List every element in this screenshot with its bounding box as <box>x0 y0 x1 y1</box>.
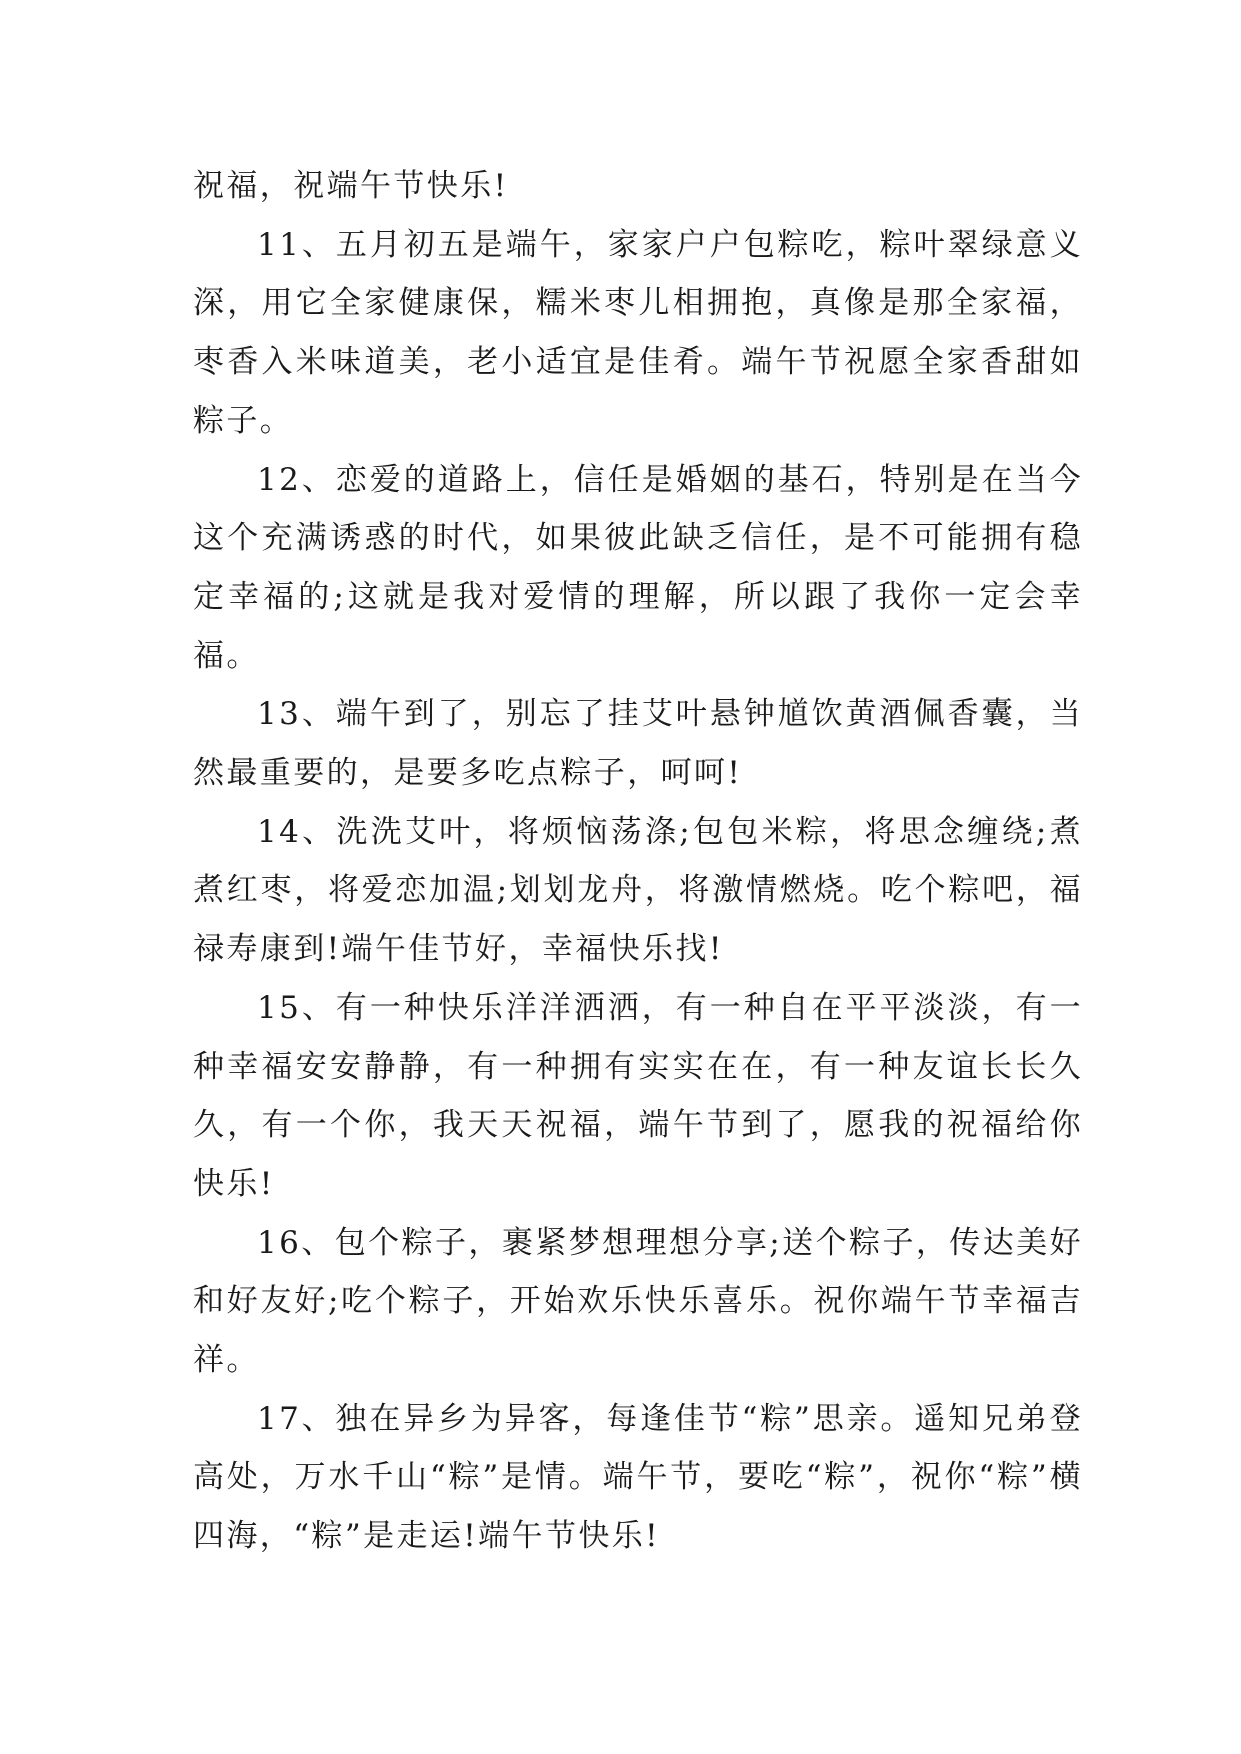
paragraph-13: 13、端午到了，别忘了挂艾叶悬钟馗饮黄酒佩香囊，当然最重要的，是要多吃点粽子，呵呵! <box>193 696 1083 792</box>
document-body <box>193 157 1083 1566</box>
paragraph-15: 15、有一种快乐洋洋洒洒，有一种自在平平淡淡，有一种幸福安安静静，有一种拥有实实在在，有一种友谊长长久久，有一个你，我天天祝福，端午节到了，愿我的祝福给你快乐! <box>193 989 1083 1202</box>
paragraph-16: 16、包个粽子，裹紧梦想理想分享;送个粽子，传达美好和好友好;吃个粽子，开始欢乐快乐喜乐。祝你端午节幸福吉祥。 <box>193 1224 1083 1379</box>
paragraph-11: 11、五月初五是端午，家家户户包粽吃，粽叶翠绿意义深，用它全家健康保，糯米枣儿相拥抱，真像是那全家福，枣香入米味道美，老小适宜是佳肴。端午节祝愿全家香甜如粽子。 <box>193 226 1083 439</box>
paragraph-continuation: 祝福，祝端午节快乐! <box>193 168 509 204</box>
paragraph-12: 12、恋爱的道路上，信任是婚姻的基石，特别是在当今这个充满诱惑的时代，如果彼此缺乏信任，是不可能拥有稳定幸福的;这就是我对爱情的理解，所以跟了我你一定会幸福。 <box>193 461 1083 674</box>
paragraph-14: 14、洗洗艾叶，将烦恼荡涤;包包米粽，将思念缠绕;煮煮红枣，将爱恋加温;划划龙舟，将激情燃烧。吃个粽吧，福禄寿康到!端午佳节好，幸福快乐找! <box>193 813 1083 968</box>
paragraph-17: 17、独在异乡为异客，每逢佳节“粽”思亲。遥知兄弟登高处，万水千山“粽”是情。端午节，要吃“粽”，祝你“粽”横四海，“粽”是走运!端午节快乐! <box>193 1400 1083 1555</box>
